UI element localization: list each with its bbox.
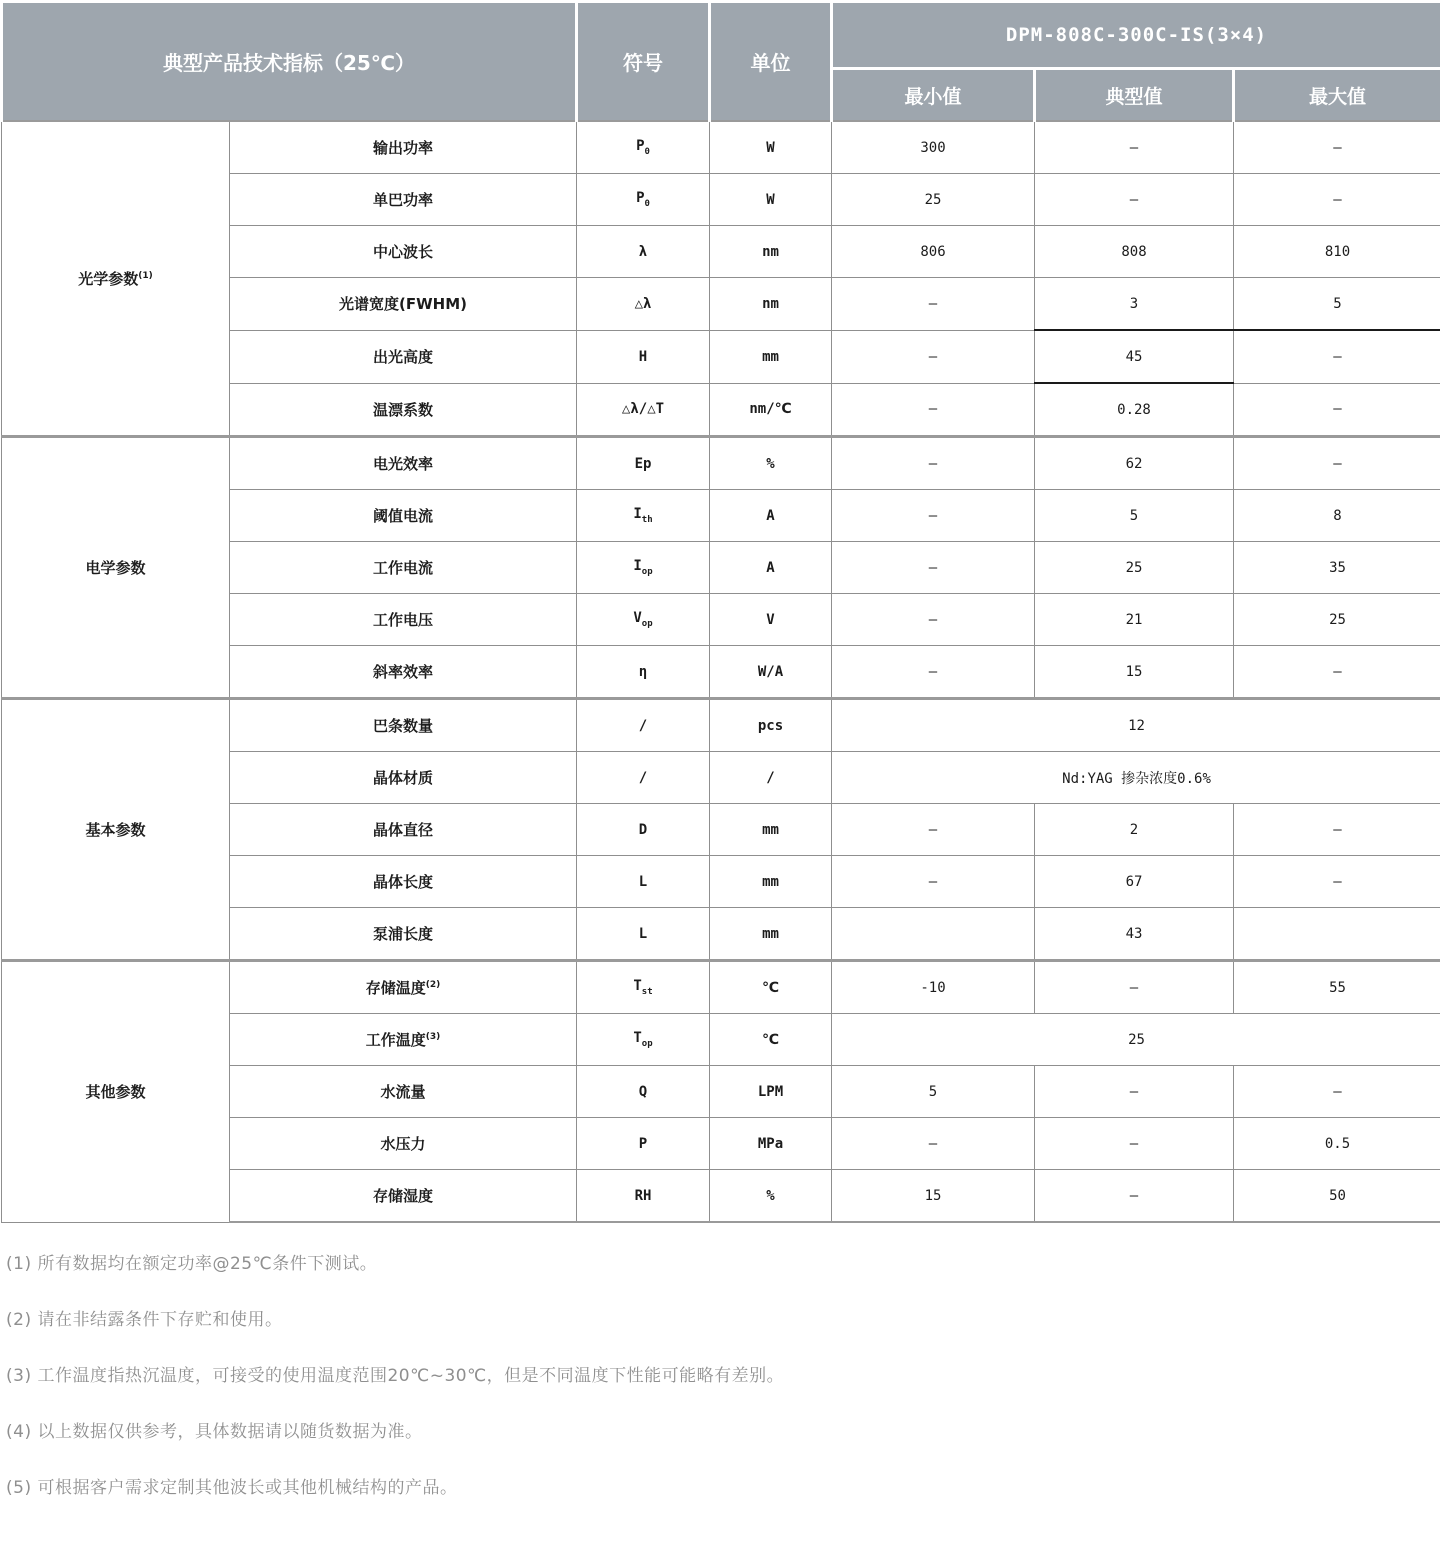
group-label-cell (2, 699, 230, 961)
max-value-cell: 55 (1234, 961, 1440, 1014)
param-name-cell: 温漂系数 (230, 383, 577, 437)
symbol-cell (577, 174, 710, 226)
param-name-cell: 斜率效率 (230, 646, 577, 699)
unit-cell: mm (710, 330, 832, 383)
max-value-cell (1234, 908, 1440, 961)
symbol-cell (577, 1118, 710, 1170)
symbol-cell (577, 278, 710, 331)
typ-value-cell: 808 (1035, 226, 1234, 278)
param-name-cell: 工作电流 (230, 542, 577, 594)
symbol: H (638, 348, 648, 365)
symbol-sub: op (641, 618, 653, 629)
unit-cell: / (710, 752, 832, 804)
table-row (2, 961, 1440, 1014)
typ-value-cell: – (1035, 961, 1234, 1014)
max-value-cell: – (1234, 383, 1440, 437)
param-name-cell: 输出功率 (230, 121, 577, 174)
symbol-cell (577, 383, 710, 437)
min-value-cell (832, 908, 1035, 961)
param-name-cell: 单巴功率 (230, 174, 577, 226)
symbol-cell (577, 961, 710, 1014)
param-name-cell: 阈值电流 (230, 490, 577, 542)
unit-cell: % (710, 437, 832, 490)
group-label: 光学参数 (78, 270, 139, 288)
symbol-sub: op (641, 1038, 653, 1049)
unit-cell: MPa (710, 1118, 832, 1170)
symbol: η (638, 663, 648, 680)
table-row (2, 437, 1440, 490)
symbol-cell (577, 121, 710, 174)
merged-value-cell: 25 (832, 1014, 1440, 1066)
unit-cell: nm/℃ (710, 383, 832, 437)
group-label-cell (2, 121, 230, 437)
symbol-sub: st (641, 986, 653, 997)
typ-value-cell: – (1035, 174, 1234, 226)
header-min: 最小值 (832, 69, 1035, 122)
group-label: 其他参数 (85, 1083, 146, 1102)
symbol-cell (577, 908, 710, 961)
max-value-cell: – (1234, 174, 1440, 226)
symbol-cell (577, 490, 710, 542)
symbol: L (638, 873, 648, 890)
symbol-cell (577, 699, 710, 752)
group-label-cell (2, 961, 230, 1223)
symbol: / (638, 717, 648, 734)
group-label: 电学参数 (85, 559, 146, 577)
max-value-cell: – (1234, 1066, 1440, 1118)
symbol-cell (577, 752, 710, 804)
min-value-cell: – (832, 646, 1035, 699)
symbol-sub: 0 (644, 146, 650, 157)
typ-value-cell: 67 (1035, 856, 1234, 908)
merged-value-cell: 12 (832, 699, 1440, 752)
param-name: 存储温度 (365, 979, 426, 997)
symbol-cell (577, 804, 710, 856)
footnote-line: (2) 请在非结露条件下存贮和使用。 (6, 1310, 283, 1330)
header-symbol: 符号 (577, 2, 710, 122)
unit-cell: W (710, 174, 832, 226)
typ-value-cell: – (1035, 1118, 1234, 1170)
symbol: T (633, 1030, 642, 1047)
symbol-cell (577, 646, 710, 699)
min-value-cell: 806 (832, 226, 1035, 278)
typ-value-cell: 45 (1035, 330, 1234, 383)
param-name-cell: 存储湿度 (230, 1170, 577, 1223)
symbol-cell (577, 1170, 710, 1223)
symbol: λ (638, 243, 648, 260)
symbol: D (638, 821, 648, 838)
group-label-cell (2, 437, 230, 699)
max-value-cell: 5 (1234, 278, 1440, 331)
param-name-cell: 巴条数量 (230, 699, 577, 752)
max-value-cell: – (1234, 330, 1440, 383)
footnote-line: (1) 所有数据均在额定功率@25℃条件下测试。 (6, 1254, 378, 1274)
param-name-cell: 晶体材质 (230, 752, 577, 804)
header-row-1 (2, 2, 1440, 69)
symbol: RH (634, 1187, 652, 1204)
min-value-cell: 25 (832, 174, 1035, 226)
symbol-cell (577, 856, 710, 908)
unit-cell: A (710, 542, 832, 594)
symbol: P (636, 190, 645, 207)
min-value-cell: – (832, 437, 1035, 490)
table-row (2, 121, 1440, 174)
max-value-cell: – (1234, 646, 1440, 699)
max-value-cell: 35 (1234, 542, 1440, 594)
symbol: / (638, 769, 648, 786)
unit-cell: A (710, 490, 832, 542)
symbol-sub: th (641, 514, 653, 525)
min-value-cell: 15 (832, 1170, 1035, 1223)
header-product-model: DPM-808C-300C-IS(3×4) (832, 2, 1440, 69)
typ-value-cell: 15 (1035, 646, 1234, 699)
typ-value-cell: 62 (1035, 437, 1234, 490)
unit-cell: LPM (710, 1066, 832, 1118)
symbol: △λ/△T (621, 401, 665, 418)
max-value-cell: 50 (1234, 1170, 1440, 1223)
symbol-sub: op (641, 566, 653, 577)
typ-value-cell: 0.28 (1035, 383, 1234, 437)
param-name-cell (230, 1014, 577, 1066)
typ-value-cell: – (1035, 1066, 1234, 1118)
symbol-cell (577, 330, 710, 383)
unit-cell: ℃ (710, 1014, 832, 1066)
header-max: 最大值 (1234, 69, 1440, 122)
param-name-sup: (2) (425, 980, 441, 990)
symbol-cell (577, 437, 710, 490)
typ-value-cell: 2 (1035, 804, 1234, 856)
max-value-cell: 25 (1234, 594, 1440, 646)
param-name-cell: 光谱宽度(FWHM) (230, 278, 577, 331)
symbol-sub: 0 (644, 198, 650, 209)
param-name-sup: (3) (425, 1032, 441, 1042)
unit-cell: pcs (710, 699, 832, 752)
symbol: I (633, 558, 642, 575)
max-value-cell: 0.5 (1234, 1118, 1440, 1170)
symbol: Ep (634, 455, 652, 472)
unit-cell: mm (710, 804, 832, 856)
symbol: P (638, 1135, 648, 1152)
symbol-cell (577, 1066, 710, 1118)
min-value-cell: – (832, 330, 1035, 383)
unit-cell: V (710, 594, 832, 646)
typ-value-cell: 25 (1035, 542, 1234, 594)
max-value-cell: – (1234, 804, 1440, 856)
unit-cell: nm (710, 278, 832, 331)
param-name-cell: 水流量 (230, 1066, 577, 1118)
typ-value-cell: – (1035, 1170, 1234, 1223)
group-label: 基本参数 (85, 821, 146, 839)
footnotes-section (0, 1223, 1440, 1498)
symbol: Q (638, 1083, 648, 1100)
max-value-cell: – (1234, 437, 1440, 490)
merged-value-cell: Nd:YAG 掺杂浓度0.6% (832, 752, 1440, 804)
min-value-cell: – (832, 1118, 1035, 1170)
min-value-cell: 300 (832, 121, 1035, 174)
param-name-cell: 晶体长度 (230, 856, 577, 908)
symbol: I (633, 506, 642, 523)
min-value-cell: – (832, 490, 1035, 542)
param-name-cell: 水压力 (230, 1118, 577, 1170)
group-label-sup: (1) (138, 271, 153, 281)
max-value-cell: 810 (1234, 226, 1440, 278)
param-name-cell: 晶体直径 (230, 804, 577, 856)
unit-cell: nm (710, 226, 832, 278)
param-name-cell: 出光高度 (230, 330, 577, 383)
unit-cell: W (710, 121, 832, 174)
symbol: L (638, 925, 648, 942)
param-name-cell: 工作电压 (230, 594, 577, 646)
min-value-cell: – (832, 856, 1035, 908)
header-param: 典型产品技术指标（25℃） (2, 2, 577, 122)
unit-cell: W/A (710, 646, 832, 699)
min-value-cell: – (832, 804, 1035, 856)
min-value-cell: – (832, 383, 1035, 437)
symbol-cell (577, 594, 710, 646)
min-value-cell: – (832, 542, 1035, 594)
typ-value-cell: 21 (1035, 594, 1234, 646)
param-name: 工作温度 (365, 1031, 426, 1049)
footnote-line: (3) 工作温度指热沉温度，可接受的使用温度范围20℃~30℃，但是不同温度下性能可能略有差别。 (6, 1366, 785, 1386)
symbol-cell (577, 542, 710, 594)
typ-value-cell: 5 (1035, 490, 1234, 542)
table-row (2, 699, 1440, 752)
max-value-cell: – (1234, 121, 1440, 174)
max-value-cell: – (1234, 856, 1440, 908)
min-value-cell: – (832, 278, 1035, 331)
min-value-cell: 5 (832, 1066, 1035, 1118)
footnote-line: (5) 可根据客户需求定制其他波长或其他机械结构的产品。 (6, 1478, 458, 1498)
min-value-cell: – (832, 594, 1035, 646)
typ-value-cell: 43 (1035, 908, 1234, 961)
footnote-line: (4) 以上数据仅供参考，具体数据请以随货数据为准。 (6, 1422, 423, 1442)
symbol-cell (577, 226, 710, 278)
param-name-cell (230, 961, 577, 1014)
param-name-cell: 电光效率 (230, 437, 577, 490)
unit-cell: mm (710, 908, 832, 961)
max-value-cell: 8 (1234, 490, 1440, 542)
symbol: V (633, 610, 642, 627)
header-unit: 单位 (710, 2, 832, 122)
min-value-cell: -10 (832, 961, 1035, 1014)
unit-cell: ℃ (710, 961, 832, 1014)
param-name-cell: 泵浦长度 (230, 908, 577, 961)
unit-cell: mm (710, 856, 832, 908)
symbol: P (636, 138, 645, 155)
symbol: △λ (634, 295, 652, 312)
typ-value-cell: – (1035, 121, 1234, 174)
typ-value-cell: 3 (1035, 278, 1234, 331)
header-typ: 典型值 (1035, 69, 1234, 122)
unit-cell: % (710, 1170, 832, 1223)
symbol: T (633, 978, 642, 995)
param-name-cell: 中心波长 (230, 226, 577, 278)
symbol-cell (577, 1014, 710, 1066)
